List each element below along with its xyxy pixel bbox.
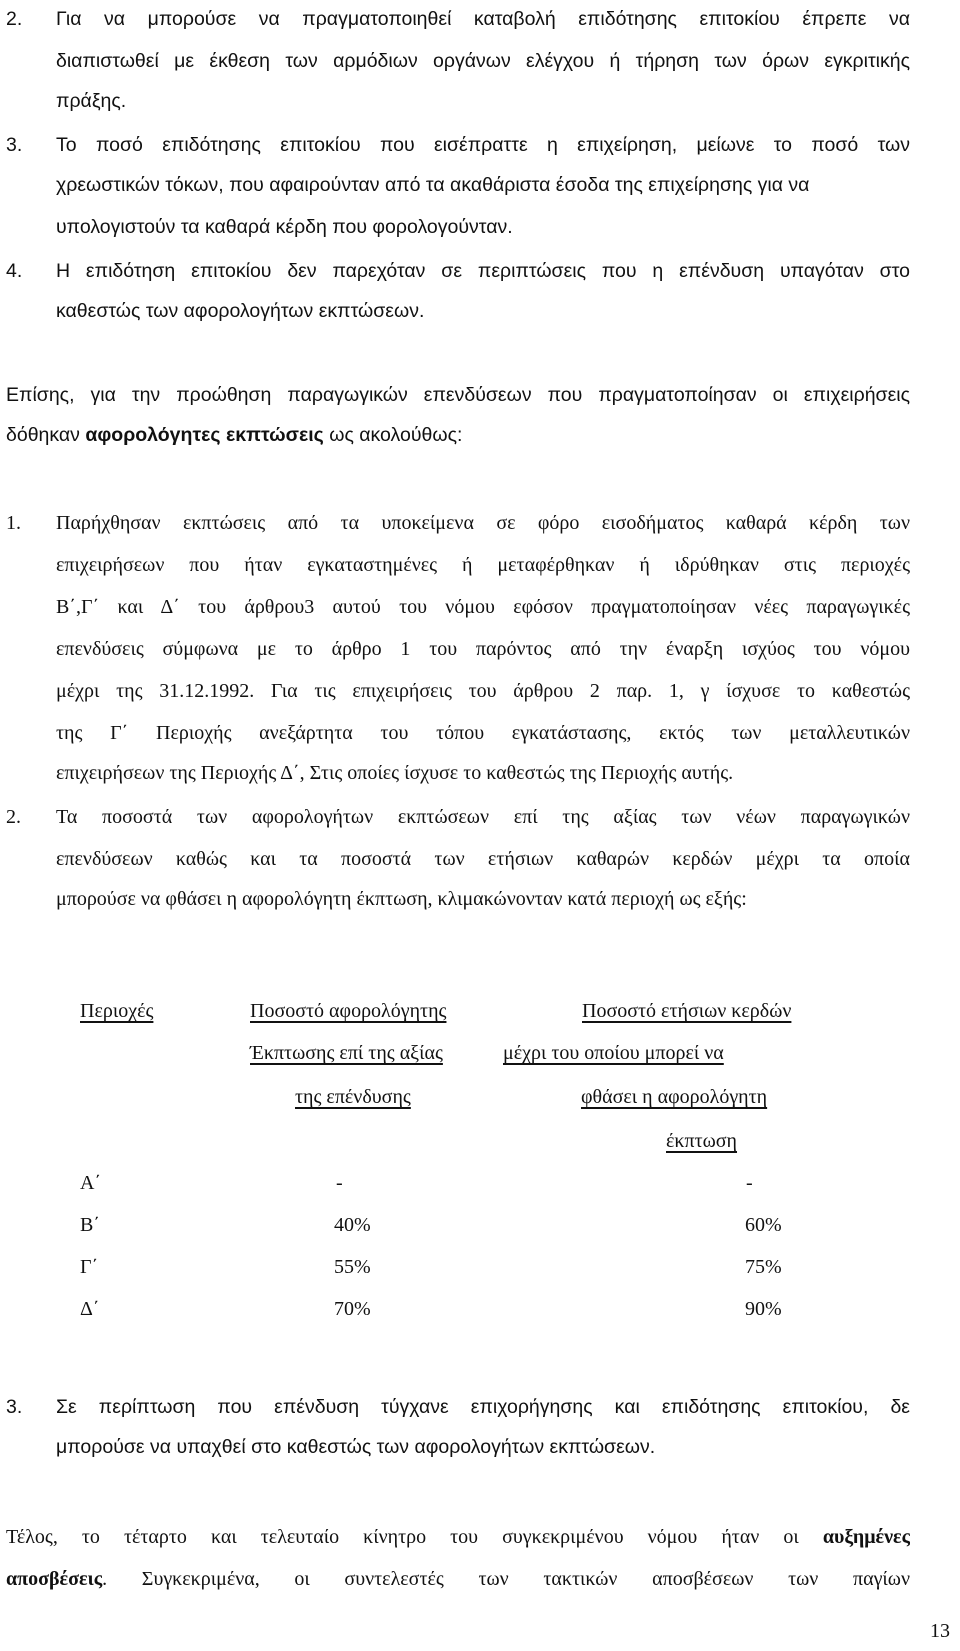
paragraph-line: μπορούσε να φθάσει η αφορολόγητη έκπτωση, κλιμακώνονταν κατά περιοχή ως εξής:: [56, 888, 747, 910]
paragraph-line: Παρήχθησαν εκπτώσεις από τα υποκείμενα σε φόρο εισοδήματος καθαρά κέρδη των: [56, 512, 910, 534]
paragraph-line: μπορούσε να υπαχθεί στο καθεστώς των αφορολογήτων εκπτώσεων.: [56, 1436, 656, 1458]
list-number: 3.: [6, 134, 23, 156]
paragraph-line: Το ποσό επιδότησης επιτοκίου που εισέπραττε η επιχείρηση, μείωνε το ποσό των: [56, 134, 910, 156]
paragraph-line: Τέλος, το τέταρτο και τελευταίο κίνητρο του συγκεκριμένου νόμου ήταν οι αυξημένες: [6, 1526, 910, 1548]
table-header-deduction: Έκπτωσης επί της αξίας: [250, 1042, 443, 1064]
table-cell-profit: 75%: [745, 1256, 782, 1278]
list-number: 2.: [6, 8, 23, 30]
paragraph-line: επιχειρήσεων της Περιοχής Δ΄, Στις οποίες ίσχυσε το καθεστώς της Περιοχής αυτής.: [56, 762, 734, 784]
table-cell-region: Α΄: [80, 1172, 102, 1194]
paragraph-line: Σε περίπτωση που επένδυση τύγχανε επιχορήγησης και επιδότησης επιτοκίου, δε: [56, 1396, 910, 1418]
list-number: 3.: [6, 1396, 23, 1418]
table-cell-region: Γ΄: [80, 1256, 99, 1278]
paragraph-line: επενδύσεων καθώς και τα ποσοστά των ετήσιων καθαρών κερδών μέχρι τα οποία: [56, 848, 910, 870]
paragraph-line: πράξης.: [56, 90, 127, 112]
paragraph-line: διαπιστωθεί με έκθεση των αρμόδιων οργάνων ελέγχου ή τήρηση των όρων εγκριτικής: [56, 50, 910, 72]
paragraph-line: καθεστώς των αφορολογήτων εκπτώσεων.: [56, 300, 425, 322]
paragraph-line: Τα ποσοστά των αφορολογήτων εκπτώσεων επί της αξίας των νέων παραγωγικών: [56, 806, 910, 828]
paragraph-line: χρεωστικών τόκων, που αφαιρούνταν από τα ακαθάριστα έσοδα της επιχείρησης για να: [56, 174, 810, 196]
paragraph-line: επιχειρήσεων που ήταν εγκαταστημένες ή μεταφέρθηκαν ή ιδρύθηκαν στις περιοχές: [56, 554, 910, 576]
table-header-profit: έκπτωση: [666, 1130, 738, 1152]
list-number: 1.: [6, 512, 21, 534]
paragraph-line: δόθηκαν αφορολόγητες εκπτώσεις ως ακολούθως:: [6, 424, 463, 446]
table-header-regions: Περιοχές: [80, 1000, 154, 1022]
list-number: 2.: [6, 806, 21, 828]
table-cell-profit: 90%: [745, 1298, 782, 1320]
table-header-profit: μέχρι του οποίου μπορεί να: [503, 1042, 724, 1064]
paragraph-line: της Γ΄ Περιοχής ανεξάρτητα του τόπου εγκατάστασης, εκτός των μεταλλευτικών: [56, 722, 910, 744]
table-cell-profit: 60%: [745, 1214, 782, 1236]
paragraph-line: Επίσης, για την προώθηση παραγωγικών επενδύσεων που πραγματοποίησαν οι επιχειρήσεις: [6, 384, 910, 406]
table-header-deduction: Ποσοστό αφορολόγητης: [250, 1000, 447, 1022]
paragraph-line: επενδύσεις σύμφωνα με το άρθρο 1 του παρόντος από την έναρξη ισχύος του νόμου: [56, 638, 910, 660]
page-number: 13: [930, 1620, 950, 1642]
paragraph-line: αποσβέσεις. Συγκεκριμένα, οι συντελεστές των τακτικών αποσβέσεων των παγίων: [6, 1568, 910, 1590]
table-cell-profit: -: [746, 1172, 753, 1194]
list-number: 4.: [6, 260, 23, 282]
paragraph-line: μέχρι της 31.12.1992. Για τις επιχειρήσεις του άρθρου 2 παρ. 1, γ ίσχυσε το καθεστώς: [56, 680, 910, 702]
table-cell-region: Δ΄: [80, 1298, 100, 1320]
table-cell-deduction: 70%: [334, 1298, 371, 1320]
table-cell-deduction: 40%: [334, 1214, 371, 1236]
paragraph-line: Β΄,Γ΄ και Δ΄ του άρθρου3 αυτού του νόμου εφόσον πραγματοποίησαν νέες παραγωγικές: [56, 596, 910, 618]
table-header-deduction: της επένδυσης: [295, 1086, 411, 1108]
table-cell-deduction: -: [336, 1172, 343, 1194]
paragraph-line: Η επιδότηση επιτοκίου δεν παρεχόταν σε περιπτώσεις που η επένδυση υπαγόταν στο: [56, 260, 910, 282]
table-cell-deduction: 55%: [334, 1256, 371, 1278]
table-header-profit: Ποσοστό ετήσιων κερδών: [582, 1000, 792, 1022]
paragraph-line: υπολογιστούν τα καθαρά κέρδη που φορολογούνταν.: [56, 216, 513, 238]
table-header-profit: φθάσει η αφορολόγητη: [581, 1086, 768, 1108]
table-cell-region: Β΄: [80, 1214, 100, 1236]
paragraph-line: Για να μπορούσε να πραγματοποιηθεί καταβολή επιδότησης επιτοκίου έπρεπε να: [56, 8, 910, 30]
